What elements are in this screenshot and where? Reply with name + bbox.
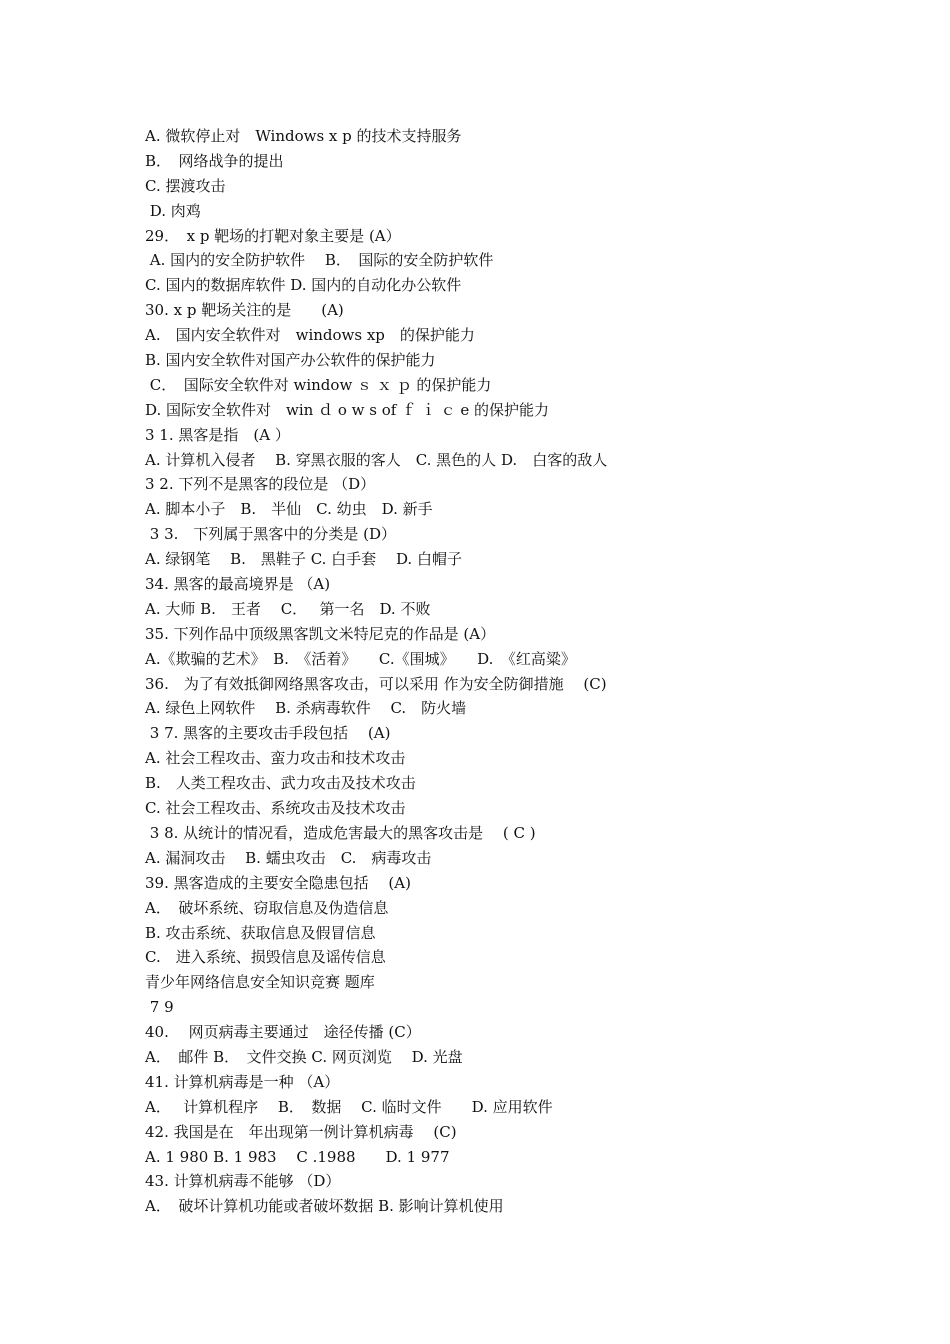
question-line: 39. 黑客造成的主要安全隐患包括 (A) — [145, 873, 411, 892]
question-line: 3 8. 从统计的情况看，造成危害最大的黑客攻击是 ( C ) — [145, 823, 536, 842]
question-line: 3 7. 黑客的主要攻击手段包括 (A) — [145, 724, 391, 743]
text-line: A． 邮件 B． 文件交换 C. 网页浏览 D. 光盘 — [145, 1047, 463, 1066]
text-line: C. 社会工程攻击、系统攻击及技术攻击 — [145, 799, 406, 818]
text-line: A. 大师 B. 王者 C． 第一名 D. 不败 — [145, 599, 431, 618]
text-line: A. 脚本小子 B. 半仙 C. 幼虫 D. 新手 — [145, 500, 433, 519]
text-line: A.《欺骗的艺术》 B. 《活着》 C.《围城》 D. 《红高粱》 — [145, 649, 576, 668]
text-line: A． 破坏计算机功能或者破坏数据 B. 影响计算机使用 — [145, 1197, 504, 1216]
text-line: C. 国内的数据库软件 D. 国内的自动化办公软件 — [145, 276, 462, 295]
text-line: A. 绿色上网软件 B. 杀病毒软件 C. 防火墙 — [145, 699, 467, 718]
text-line: A. 社会工程攻击、蛮力攻击和技术攻击 — [145, 749, 406, 768]
question-line: 41. 计算机病毒是一种 （A） — [145, 1072, 340, 1091]
question-line: 35. 下列作品中顶级黑客凯文米特尼克的作品是 (A） — [145, 624, 496, 643]
text-line: A. 国内安全软件对 windows xp 的保护能力 — [145, 326, 475, 345]
question-line: 3 3. 下列属于黑客中的分类是 (D） — [145, 525, 397, 544]
question-line: 3 2. 下列不是黑客的段位是 （D） — [145, 475, 376, 494]
text-line: D. 国际安全软件对 win ｄ o w s of ｆ ｉ ｃ e 的保护能力 — [145, 400, 550, 419]
text-line: A. 计算机入侵者 B. 穿黑衣服的客人 C. 黑色的人 D. 白客的敌人 — [145, 450, 608, 469]
question-line: 40. 网页病毒主要通过 途径传播 (C） — [145, 1023, 421, 1042]
text-line: D. 肉鸡 — [145, 201, 201, 220]
question-line: 34. 黑客的最高境界是 （A) — [145, 575, 331, 594]
text-line: C. 摆渡攻击 — [145, 176, 226, 195]
question-line: 36. 为了有效抵御网络黑客攻击，可以采用 作为安全防御措施 (C) — [145, 674, 607, 693]
question-line: 3 1. 黑客是指 (A ） — [145, 425, 290, 444]
text-line: B. 人类工程攻击、武力攻击及技术攻击 — [145, 774, 416, 793]
section-title: 青少年网络信息安全知识竞赛 题库 — [145, 973, 375, 992]
text-line: C. 进入系统、损毁信息及谣传信息 — [145, 948, 386, 967]
question-line: 29． x p 靶场的打靶对象主要是 (A） — [145, 226, 401, 245]
text-line: A. 1 980 B. 1 983 C .1988 D. 1 977 — [145, 1147, 450, 1166]
text-line: B. 国内安全软件对国产办公软件的保护能力 — [145, 351, 436, 370]
question-line: 30. x p 靶场关注的是 (A) — [145, 301, 344, 320]
text-line: A. 国内的安全防护软件 B． 国际的安全防护软件 — [145, 251, 494, 270]
document-body — [145, 124, 845, 1219]
question-line: 43. 计算机病毒不能够 （D） — [145, 1172, 341, 1191]
text-line: A. 漏洞攻击 B. 蠕虫攻击 C. 病毒攻击 — [145, 848, 432, 867]
text-line: A. 绿钢笔 B. 黑鞋子 C. 白手套 D. 白帽子 — [145, 550, 462, 569]
page-number: 7 9 — [145, 998, 174, 1017]
question-line: 42. 我国是在 年出现第一例计算机病毒 (C) — [145, 1122, 457, 1141]
text-line: C． 国际安全软件对 window ｓ ｘ ｐ 的保护能力 — [145, 375, 492, 394]
text-line: A． 计算机程序 B． 数据 C. 临时文件 D. 应用软件 — [145, 1097, 553, 1116]
text-line: A. 微软停止对 Windows x p 的技术支持服务 — [145, 127, 462, 145]
text-line: A． 破坏系统、窃取信息及伪造信息 — [145, 898, 389, 917]
text-line: B． 网络战争的提出 — [145, 151, 284, 170]
text-line: B. 攻击系统、获取信息及假冒信息 — [145, 923, 376, 942]
